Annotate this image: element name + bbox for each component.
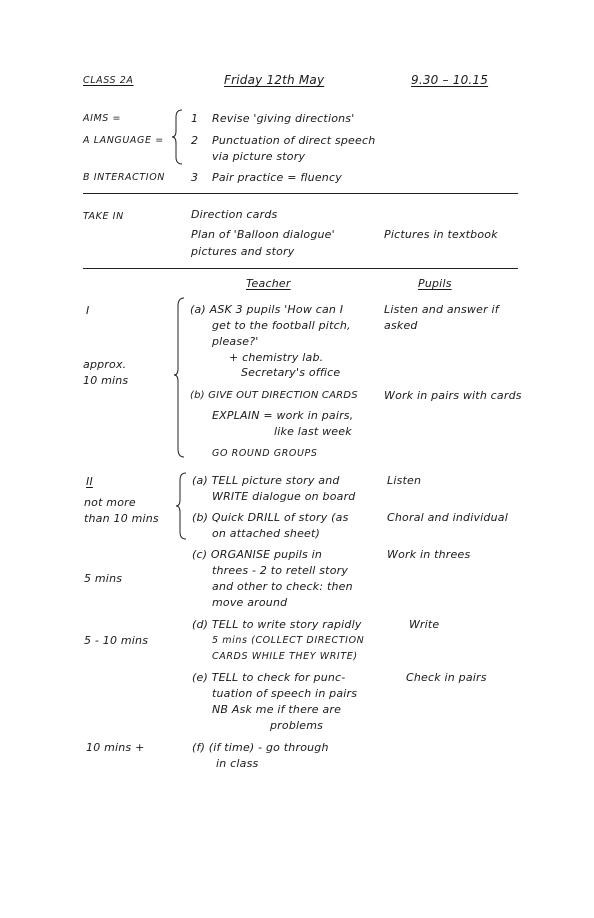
section-2a-pupils: Listen bbox=[387, 474, 422, 487]
class-label: CLASS 2A bbox=[83, 75, 134, 86]
aim-item-3-num: 3 bbox=[191, 171, 199, 184]
section-2-time-line2: than 10 mins bbox=[84, 512, 159, 525]
section-2c-line4: move around bbox=[212, 596, 288, 609]
section-2a-line1: (a) TELL picture story and bbox=[192, 474, 340, 487]
section-2e-line1: (e) TELL to check for punc- bbox=[192, 671, 346, 684]
aim-item-2-num: 2 bbox=[191, 134, 199, 147]
take-in-item-1: Direction cards bbox=[191, 208, 278, 221]
section-1a-line2: get to the football pitch, bbox=[212, 319, 351, 332]
section-2b-line2: on attached sheet) bbox=[212, 527, 321, 540]
section-2e-line3: NB Ask me if there are bbox=[212, 703, 342, 716]
section-2c-pupils: Work in threes bbox=[387, 548, 471, 561]
section-1-time-line1: approx. bbox=[83, 358, 127, 371]
take-in-label: TAKE IN bbox=[83, 211, 124, 222]
divider-2 bbox=[83, 268, 518, 269]
section-1a-pupils-line2: asked bbox=[384, 319, 418, 332]
section-1a-line4: + chemistry lab. bbox=[229, 351, 324, 364]
section-2d-line1: (d) TELL to write story rapidly bbox=[192, 618, 362, 631]
aim-item-1-text: Revise 'giving directions' bbox=[212, 112, 355, 125]
section-2-time-line1: not more bbox=[84, 496, 136, 509]
section-2e-pupils: Check in pairs bbox=[406, 671, 487, 684]
aim-item-3-text: Pair practice = fluency bbox=[212, 171, 342, 184]
section-2d-time: 5 - 10 mins bbox=[84, 634, 149, 647]
section-2d-line2: 5 mins (COLLECT DIRECTION bbox=[212, 635, 365, 646]
section-2c-line3: and other to check: then bbox=[212, 580, 353, 593]
lesson-time: 9.30 – 10.15 bbox=[411, 73, 489, 87]
section-2f-line2: in class bbox=[216, 757, 259, 770]
section-1b-pupils: Work in pairs with cards bbox=[384, 389, 522, 402]
section-1b-line1: (b) GIVE OUT DIRECTION CARDS bbox=[190, 390, 358, 401]
section-1a-line5: Secretary's office bbox=[241, 366, 341, 379]
aim-item-1-num: 1 bbox=[191, 112, 199, 125]
aim-item-2-text-cont: via picture story bbox=[212, 150, 306, 163]
take-in-item-2: Plan of 'Balloon dialogue' bbox=[191, 228, 335, 241]
section-1-numeral: I bbox=[86, 304, 90, 317]
section-2d-pupils: Write bbox=[409, 618, 440, 631]
section-2d-line3: CARDS WHILE THEY WRITE) bbox=[212, 651, 358, 662]
lesson-date: Friday 12th May bbox=[224, 73, 325, 87]
section-2a-line2: WRITE dialogue on board bbox=[212, 490, 356, 503]
section-2c-line1: (c) ORGANISE pupils in bbox=[192, 548, 323, 561]
aim-b-label: B INTERACTION bbox=[83, 172, 165, 183]
section-2-brace bbox=[176, 472, 188, 540]
section-1a-line1: (a) ASK 3 pupils 'How can I bbox=[190, 303, 344, 316]
section-2-numeral: II bbox=[86, 475, 93, 488]
aim-item-2-text: Punctuation of direct speech bbox=[212, 134, 376, 147]
section-1b-go-round: GO ROUND GROUPS bbox=[212, 448, 318, 459]
divider-1 bbox=[83, 193, 518, 194]
section-2e-line4: problems bbox=[270, 719, 324, 732]
section-2b-line1: (b) Quick DRILL of story (as bbox=[192, 511, 349, 524]
pupils-column-header: Pupils bbox=[418, 277, 452, 290]
section-1b-explain1: EXPLAIN = work in pairs, bbox=[212, 409, 354, 422]
take-in-item-2-cont: pictures and story bbox=[191, 245, 295, 258]
section-1-brace bbox=[174, 297, 186, 459]
section-1b-explain2: like last week bbox=[274, 425, 352, 438]
section-1a-pupils-line1: Listen and answer if bbox=[384, 303, 499, 316]
section-2f-line1: (f) (if time) - go through bbox=[192, 741, 329, 754]
section-1a-line3: please?' bbox=[212, 335, 259, 348]
section-2c-time: 5 mins bbox=[84, 572, 123, 585]
section-2e-line2: tuation of speech in pairs bbox=[212, 687, 358, 700]
aims-brace bbox=[172, 109, 184, 165]
aims-label: AIMS = bbox=[83, 113, 122, 124]
section-2c-line2: threes - 2 to retell story bbox=[212, 564, 349, 577]
teacher-column-header: Teacher bbox=[246, 277, 291, 290]
take-in-item-3: Pictures in textbook bbox=[384, 228, 498, 241]
section-2f-time: 10 mins + bbox=[86, 741, 145, 754]
section-2b-pupils: Choral and individual bbox=[387, 511, 508, 524]
section-1-time-line2: 10 mins bbox=[83, 374, 129, 387]
aim-a-label: A LANGUAGE = bbox=[83, 135, 164, 146]
